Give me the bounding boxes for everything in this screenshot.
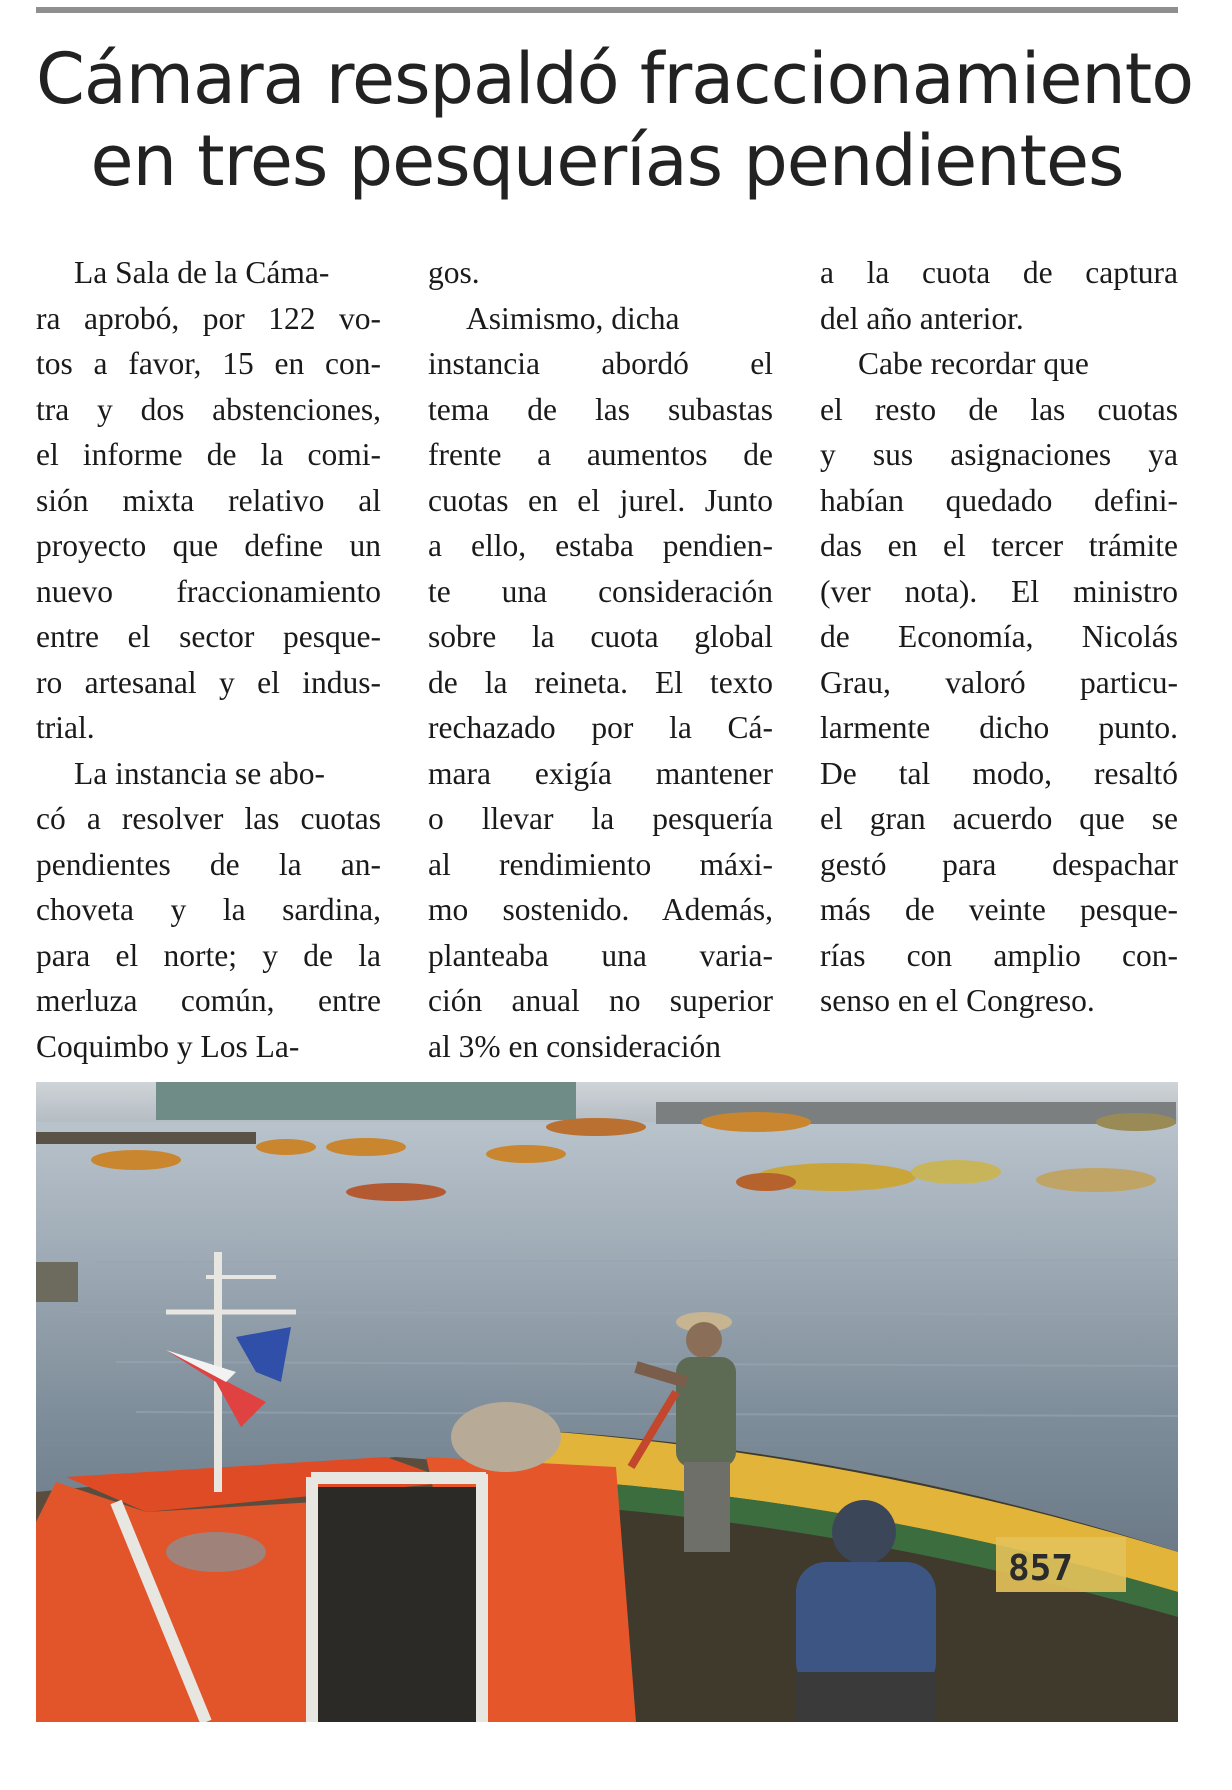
article-line: a la cuota de captura bbox=[820, 255, 1178, 290]
article-line: del año anterior. bbox=[820, 300, 1024, 336]
article-line: ro artesanal y el indus- bbox=[36, 664, 381, 700]
article-line: mo sostenido. Además, bbox=[428, 892, 773, 927]
article-line: trial. bbox=[36, 710, 95, 745]
article-line: rechazado por la Cá- bbox=[428, 710, 773, 745]
article-line: frente a aumentos de bbox=[428, 437, 773, 472]
headline-line-1: Cámara respaldó fraccionamiento bbox=[36, 38, 1194, 120]
article-line: proyecto que define un bbox=[36, 528, 381, 563]
article-line: entre el sector pesque- bbox=[36, 619, 381, 654]
article-line: tos a favor, 15 en con- bbox=[36, 346, 381, 381]
article-line: gos. bbox=[428, 255, 480, 290]
article-line: sobre la cuota global bbox=[428, 619, 773, 654]
article-line: Grau, valoró particu- bbox=[820, 664, 1178, 700]
article-line: Cabe recordar que bbox=[858, 346, 1089, 381]
article-line: La instancia se abo- bbox=[74, 755, 326, 791]
article-column-2 bbox=[428, 250, 773, 1069]
article-line: instancia abordó el bbox=[428, 346, 773, 381]
article-line: cuotas en el jurel. Junto bbox=[428, 482, 773, 518]
article-line: o llevar la pesquería bbox=[428, 801, 773, 836]
headline-line-2: en tres pesquerías pendientes bbox=[90, 120, 1124, 202]
article-line: ra aprobó, por 122 vo- bbox=[36, 300, 381, 336]
article-line: gestó para despachar bbox=[820, 846, 1178, 882]
article-line: el resto de las cuotas bbox=[820, 391, 1178, 427]
article-line: La Sala de la Cáma- bbox=[74, 255, 330, 290]
article-line: có a resolver las cuotas bbox=[36, 801, 381, 836]
top-rule bbox=[36, 7, 1178, 13]
article-line: choveta y la sardina, bbox=[36, 892, 381, 927]
article-line: el gran acuerdo que se bbox=[820, 801, 1178, 836]
article-line: ción anual no superior bbox=[428, 983, 773, 1018]
harbor-photo bbox=[36, 1082, 1178, 1722]
article-body bbox=[36, 250, 1178, 1070]
article-line: mara exigía mantener bbox=[428, 755, 773, 791]
article-line: De tal modo, resaltó bbox=[820, 755, 1178, 791]
article-line: al rendimiento máxi- bbox=[428, 846, 773, 882]
article-line: más de veinte pesque- bbox=[820, 892, 1178, 927]
article-line: para el norte; y de la bbox=[36, 937, 381, 973]
article-line: das en el tercer trámite bbox=[820, 528, 1178, 563]
article-line: rías con amplio con- bbox=[820, 937, 1178, 973]
article-line: de la reineta. El texto bbox=[428, 664, 773, 700]
headline bbox=[36, 38, 1194, 202]
article-line: tema de las subastas bbox=[428, 391, 773, 427]
article-column-3 bbox=[820, 250, 1178, 1024]
article-line: planteaba una varia- bbox=[428, 937, 773, 973]
article-line: el informe de la comi- bbox=[36, 437, 381, 472]
article-line: nuevo fraccionamiento bbox=[36, 573, 381, 609]
article-line: al 3% en consideración bbox=[428, 1028, 722, 1064]
article-line: habían quedado defini- bbox=[820, 482, 1178, 518]
article-line: tra y dos abstenciones, bbox=[36, 391, 381, 427]
boat-number: 857 bbox=[1008, 1548, 1074, 1589]
article-line: (ver nota). El ministro bbox=[820, 573, 1178, 609]
article-line: a ello, estaba pendien- bbox=[428, 528, 773, 563]
article-line: larmente dicho punto. bbox=[820, 710, 1178, 745]
article-line: senso en el Congreso. bbox=[820, 983, 1095, 1018]
article-column-1 bbox=[36, 250, 381, 1069]
article-line: Coquimbo y Los La- bbox=[36, 1028, 300, 1064]
article-line: te una consideración bbox=[428, 573, 773, 609]
article-line: merluza común, entre bbox=[36, 983, 381, 1018]
article-line: Asimismo, dicha bbox=[466, 300, 680, 336]
article-line: pendientes de la an- bbox=[36, 846, 381, 882]
article-line: sión mixta relativo al bbox=[36, 482, 381, 518]
article-line: y sus asignaciones ya bbox=[820, 437, 1178, 472]
article-line: de Economía, Nicolás bbox=[820, 619, 1178, 654]
